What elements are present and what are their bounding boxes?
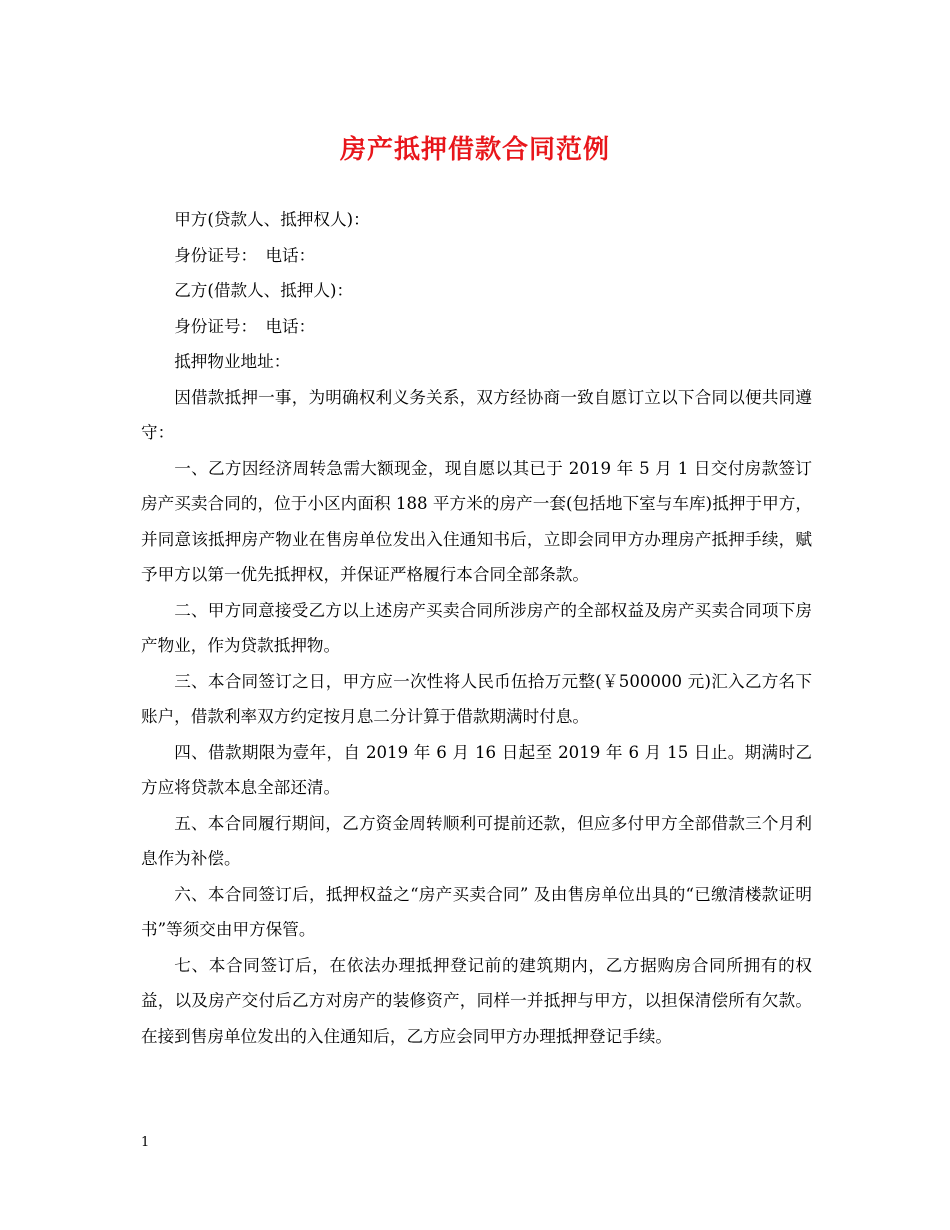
document-body: [141, 202, 812, 1054]
preamble-paragraph: 因借款抵押一事，为明确权利义务关系，双方经协商一致自愿订立以下合同以便共同遵守：: [141, 387, 812, 442]
clause-7-paragraph: 七、本合同签订后，在依法办理抵押登记前的建筑期内，乙方据购房合同所拥有的权益，以及房产交付后乙方对房产的装修资产，同样一并抵押与甲方，以担保清偿所有欠款。在接到售房单位发出的入住通知后，乙方应会同甲方办理抵押登记手续。: [141, 955, 812, 1046]
clause-1-paragraph: 一、乙方因经济周转急需大额现金，现自愿以其已于 2019 年 5 月 1 日交付房款签订房产买卖合同的，位于小区内面积 188 平方米的房产一套(包括地下室与车库)抵押于甲方，并同意该抵押房产物业在售房单位发出入住通知书后，立即会同甲方办理房产抵押手续，赋予甲方以第一优先抵押权，并保证严格履行本合同全部条款。: [141, 458, 812, 584]
party-a-id-phone-line: 身份证号： 电话：: [174, 245, 316, 265]
party-b-id-phone-line: 身份证号： 电话：: [174, 316, 316, 336]
clause-2-paragraph: 二、甲方同意接受乙方以上述房产买卖合同所涉房产的全部权益及房产买卖合同项下房产物业，作为贷款抵押物。: [141, 600, 812, 655]
clause-6-paragraph: 六、本合同签订后，抵押权益之“房产买卖合同” 及由售房单位出具的“已缴清楼款证明书”等须交由甲方保管。: [141, 884, 812, 939]
page-number: 1: [141, 1135, 150, 1150]
clause-4-paragraph: 四、借款期限为壹年，自 2019 年 6 月 16 日起至 2019 年 6 月 15 日止。期满时乙方应将贷款本息全部还清。: [141, 742, 812, 797]
property-address-line: 抵押物业地址：: [174, 352, 291, 371]
party-b-line: 乙方(借款人、抵押人)：: [174, 281, 354, 300]
party-a-line: 甲方(贷款人、抵押权人)：: [174, 210, 370, 229]
clause-3-paragraph: 三、本合同签订之日，甲方应一次性将人民币伍拾万元整(￥500000 元)汇入乙方名下账户，借款利率双方约定按月息二分计算于借款期满时付息。: [141, 671, 812, 726]
clause-5-paragraph: 五、本合同履行期间，乙方资金周转顺利可提前还款，但应多付甲方全部借款三个月利息作为补偿。: [141, 813, 812, 868]
document-title: 房产抵押借款合同范例: [339, 135, 610, 165]
